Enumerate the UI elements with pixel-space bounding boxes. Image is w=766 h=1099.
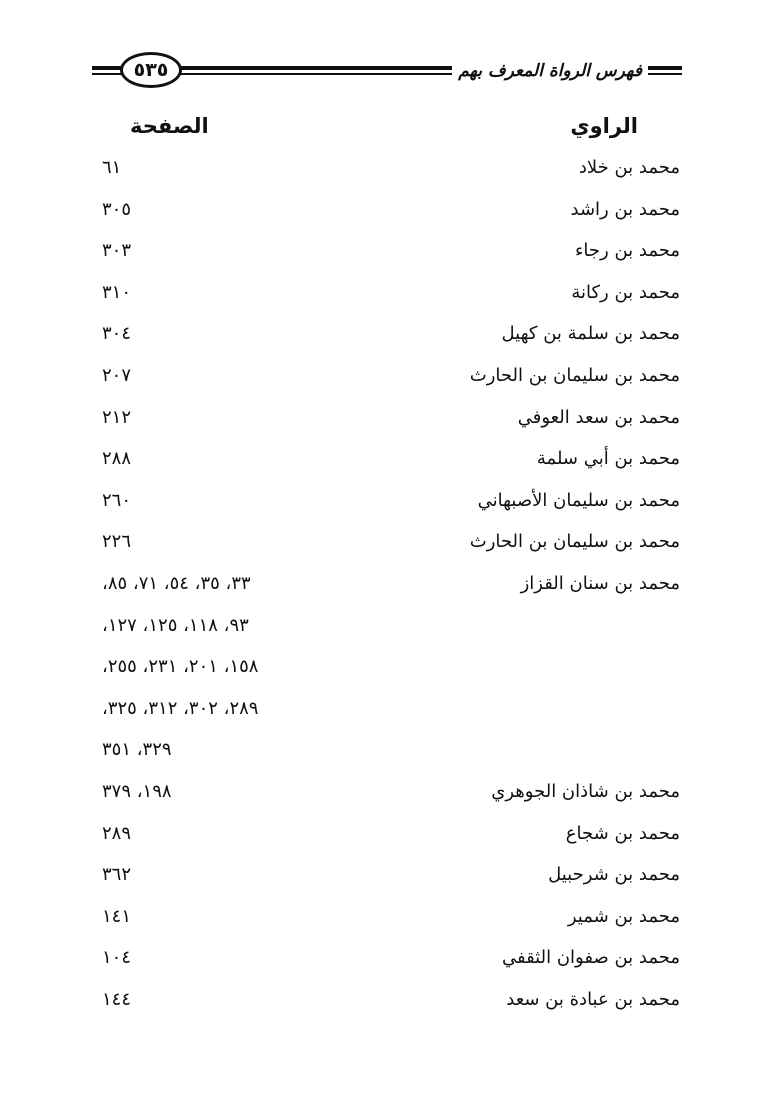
narrator-name: محمد بن خلاد — [578, 157, 680, 178]
index-row — [0, 274, 766, 316]
narrator-name: محمد بن سليمان بن الحارث — [469, 531, 680, 553]
index-row — [0, 399, 766, 441]
page-references: ٢٨٨ — [102, 448, 132, 470]
page-references: ١٥٨، ٢٠١، ٢٣١، ٢٥٥، — [102, 656, 259, 678]
narrator-name: محمد بن عبادة بن سعد — [506, 988, 680, 1010]
header-title: فهرس الرواة المعرف بهم — [452, 56, 648, 86]
narrator-name: محمد بن شجاع — [565, 822, 680, 844]
index-row — [0, 191, 766, 233]
page-references: ١٤٤ — [102, 988, 132, 1010]
index-row-continuation — [0, 731, 766, 773]
page-references: ٢٢٦ — [102, 531, 132, 553]
index-row — [0, 773, 766, 815]
column-heading-pages: الصفحة — [130, 114, 209, 138]
narrator-name: محمد بن شاذان الجوهري — [491, 780, 680, 802]
page-references: ١٠٤ — [102, 947, 132, 969]
index-row — [0, 981, 766, 1023]
page-references: ١٩٨، ٣٧٩ — [102, 780, 172, 802]
page-references: ١٤١ — [102, 905, 132, 927]
narrator-name: محمد بن سليمان الأصبهاني — [477, 489, 680, 511]
narrator-name: محمد بن شمير — [567, 905, 680, 927]
narrator-name: محمد بن راشد — [570, 198, 680, 220]
header-rule-right — [648, 66, 682, 78]
page-references: ٣٠٤ — [102, 323, 132, 345]
index-row-continuation — [0, 607, 766, 649]
index-row — [0, 815, 766, 857]
page-references: ٢٨٩، ٣٠٢، ٣١٢، ٣٢٥، — [102, 697, 259, 719]
narrator-name: محمد بن رجاء — [574, 240, 680, 262]
index-row-continuation — [0, 690, 766, 732]
index-row — [0, 523, 766, 565]
page-references: ٣١٠ — [102, 281, 132, 303]
index-row — [0, 149, 766, 191]
index-row — [0, 315, 766, 357]
narrator-name: محمد بن شرحبيل — [548, 864, 680, 886]
running-header — [92, 52, 682, 92]
index-row — [0, 440, 766, 482]
narrator-index-list — [0, 149, 766, 1022]
index-row — [0, 898, 766, 940]
page-references: ٣٢٩، ٣٥١ — [102, 739, 172, 761]
narrator-name: محمد بن سلمة بن كهيل — [501, 323, 680, 345]
narrator-name: محمد بن أبي سلمة — [536, 448, 680, 470]
narrator-name: محمد بن ركانة — [571, 281, 680, 303]
narrator-name: محمد بن صفوان الثقفي — [501, 947, 680, 969]
index-row — [0, 482, 766, 524]
index-row — [0, 939, 766, 981]
page-references: ٩٣، ١١٨، ١٢٥، ١٢٧، — [102, 614, 249, 636]
page-references: ٦١ — [102, 157, 122, 178]
index-row — [0, 357, 766, 399]
narrator-name: محمد بن سعد العوفي — [517, 406, 680, 428]
page-references: ٣٠٣ — [102, 240, 132, 262]
page-references: ٢٨٩ — [102, 822, 132, 844]
index-row — [0, 232, 766, 274]
page-references: ٢١٢ — [102, 406, 132, 428]
index-row — [0, 856, 766, 898]
page-references: ٣٠٥ — [102, 198, 132, 220]
narrator-name: محمد بن سنان القزاز — [520, 572, 680, 594]
page-references: ٢٦٠ — [102, 489, 132, 511]
narrator-name: محمد بن سليمان بن الحارث — [469, 364, 680, 386]
column-heading-narrator: الراوي — [570, 114, 638, 138]
page-references: ٣٦٢ — [102, 864, 132, 886]
index-row-continuation — [0, 648, 766, 690]
page-number: ٥٣٥ — [120, 52, 182, 88]
page-references: ٢٠٧ — [102, 364, 132, 386]
page-references: ٣٣، ٣٥، ٥٤، ٧١، ٨٥، — [102, 572, 251, 594]
index-row — [0, 565, 766, 607]
